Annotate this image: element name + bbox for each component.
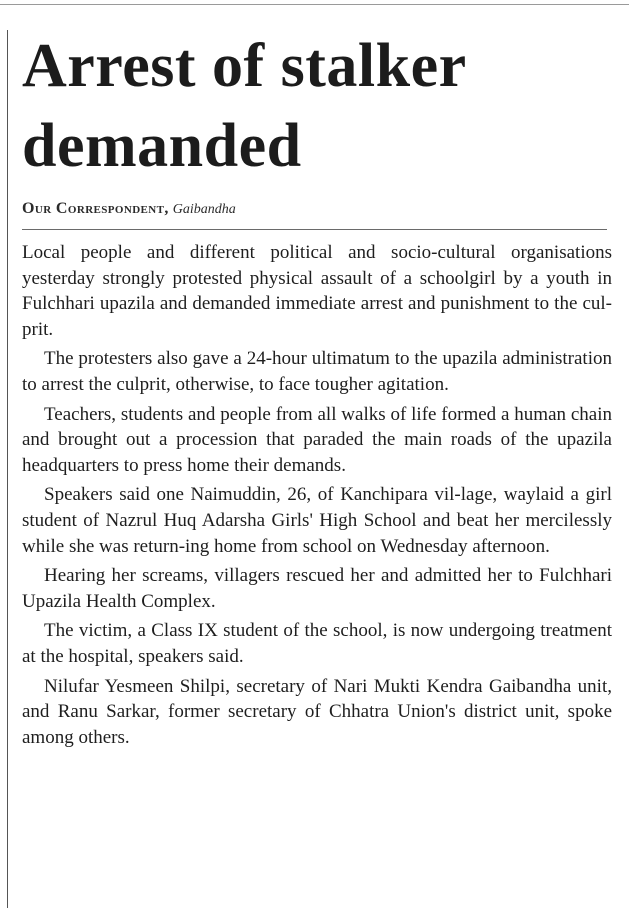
byline-author: Our Correspondent,: [22, 200, 169, 217]
paragraph: The victim, a Class IX student of the school, is now undergoing treatment at the hospital, speakers said.: [22, 620, 612, 667]
paragraph: Nilufar Yesmeen Shilpi, secretary of Nari Mukti Kendra Gaibandha unit, and Ranu Sarkar, former secretary of Chhatra Union's district unit, spoke among others.: [22, 675, 612, 748]
byline-rule: [22, 229, 607, 230]
byline-place: Gaibandha: [172, 202, 236, 217]
byline: [22, 198, 612, 221]
paragraph: Hearing her screams, villagers rescued her and admitted her to Fulchhari Upazila Health Complex.: [22, 565, 612, 612]
paragraph: Local people and different political and socio-cultural organisations yesterday strongly protested physical assault of a schoolgirl by a youth in Fulchhari upazila and demanded immediate arrest and punishment to the cul-prit.: [22, 242, 612, 340]
article: [22, 26, 612, 750]
headline: Arrest of stalker demanded: [22, 32, 466, 180]
article-body: [22, 240, 612, 750]
paragraph: Teachers, students and people from all walks of life formed a human chain and brought out a procession that paraded the main roads of the upazila headquarters to press home their demands.: [22, 403, 612, 476]
paragraph: The protesters also gave a 24-hour ultimatum to the upazila administration to arrest the culprit, otherwise, to face tougher agitation.: [22, 348, 612, 395]
column-rule: [7, 30, 8, 908]
top-rule: [0, 4, 629, 5]
paragraph: Speakers said one Naimuddin, 26, of Kanchipara vil-lage, waylaid a girl student of Nazrul Huq Adarsha Girls' High School and beat her mercilessly while she was return-ing home from school on Wednesday afternoon.: [22, 484, 612, 557]
